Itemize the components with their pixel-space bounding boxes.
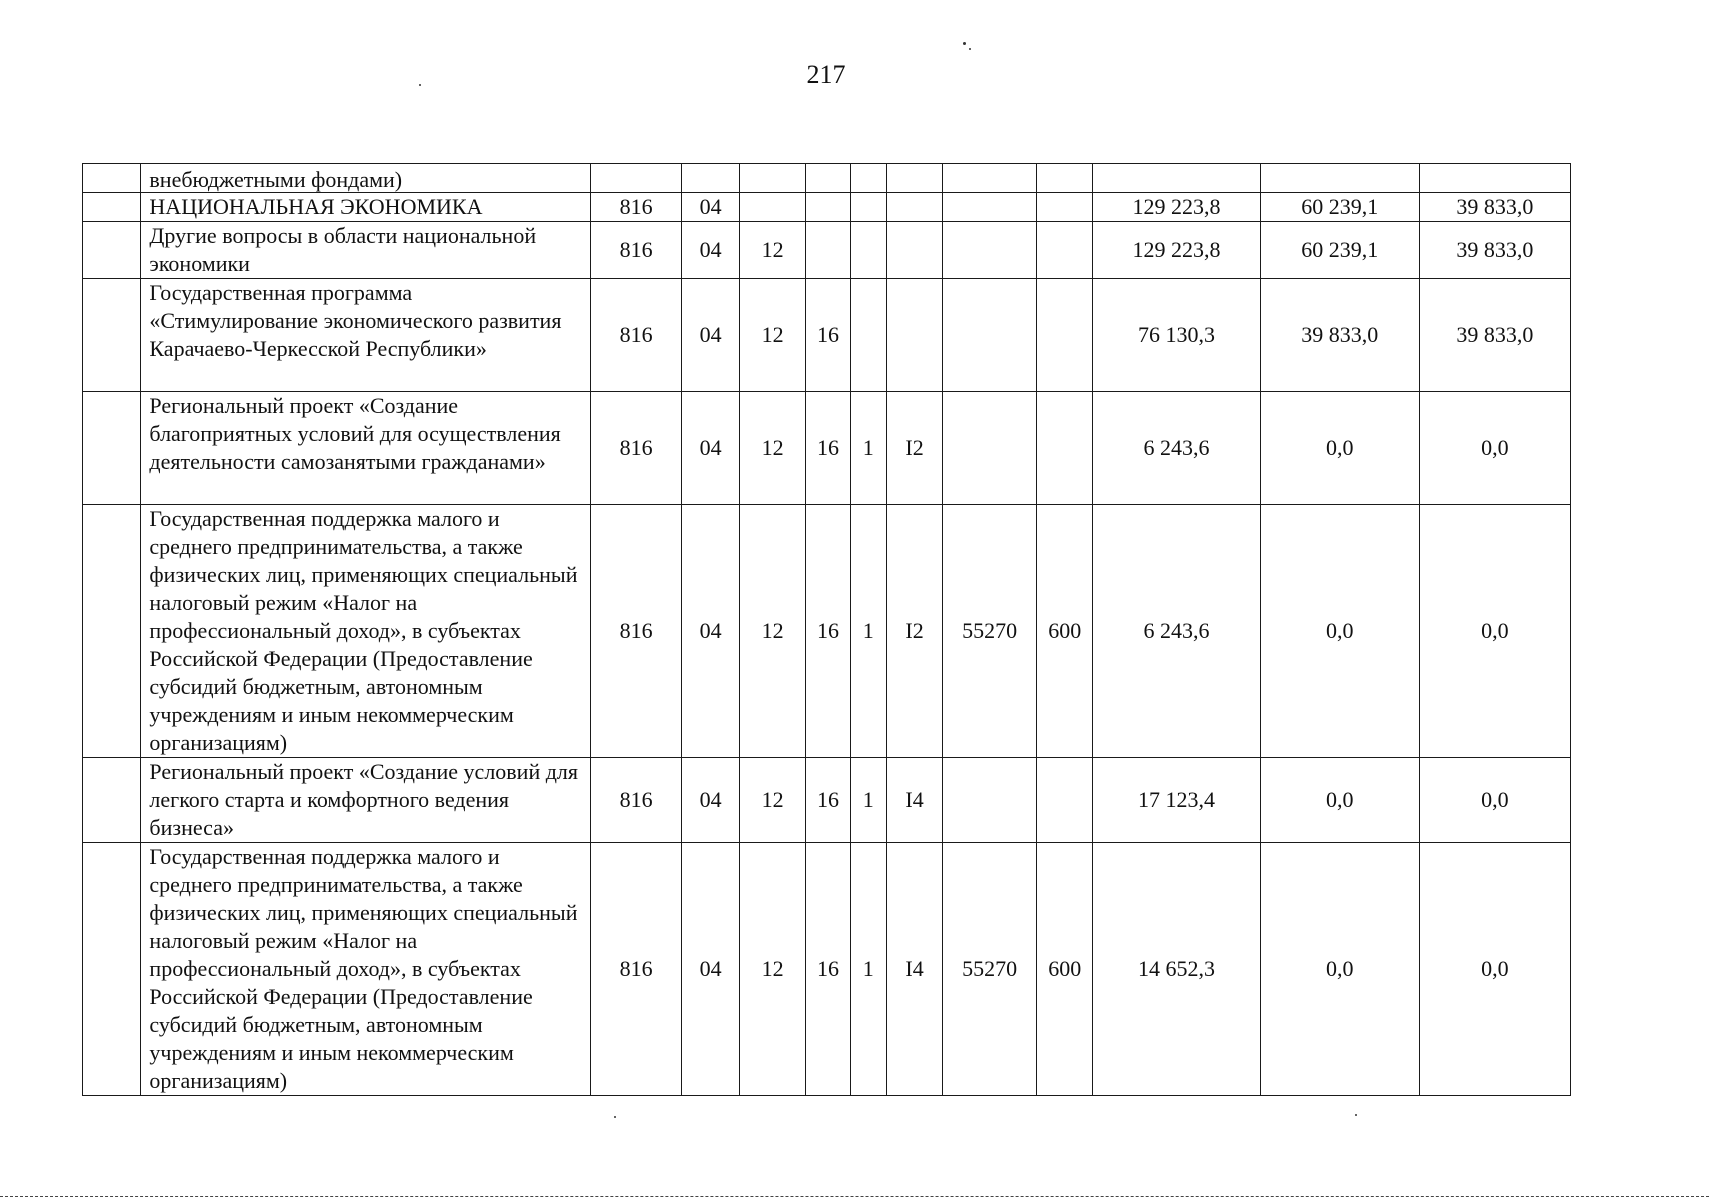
cell-sum-year3: 39 833,0 <box>1419 279 1570 392</box>
cell-sum-year3: 39 833,0 <box>1419 193 1570 222</box>
cell-project <box>886 164 942 193</box>
cell-program: 16 <box>806 758 850 843</box>
table-row <box>83 843 1571 1096</box>
cell-admin: 816 <box>590 843 682 1096</box>
cell-admin: 816 <box>590 758 682 843</box>
row-index-cell <box>83 279 141 392</box>
row-name: Государственная программа «Стимулирование экономического развития Карачаево-Черкесской Республики» <box>141 279 590 392</box>
cell-subprogram <box>850 222 886 279</box>
cell-subsection: 12 <box>739 279 805 392</box>
scan-speck <box>969 48 971 50</box>
scan-edge-line <box>0 1196 1709 1197</box>
cell-section: 04 <box>682 279 739 392</box>
cell-section: 04 <box>682 392 739 505</box>
cell-expense-type <box>1036 758 1092 843</box>
cell-subsection: 12 <box>739 392 805 505</box>
row-name: Государственная поддержка малого и среднего предпринимательства, а также физических лиц, применяющих специальный налоговый режим «Налог на профессиональный доход», в субъектах Российской Федерации (Предоставление субсидий бюджетным, автономным учреждениям и иным некоммерческим организациям) <box>141 505 590 758</box>
cell-expense-type: 600 <box>1036 505 1092 758</box>
cell-subprogram: 1 <box>850 843 886 1096</box>
cell-sum-year3: 0,0 <box>1419 758 1570 843</box>
cell-direction <box>943 164 1037 193</box>
cell-subprogram <box>850 193 886 222</box>
cell-direction <box>943 392 1037 505</box>
cell-sum-year1: 129 223,8 <box>1093 193 1260 222</box>
cell-section: 04 <box>682 758 739 843</box>
cell-sum-year3 <box>1419 164 1570 193</box>
row-index-cell <box>83 505 141 758</box>
cell-direction <box>943 279 1037 392</box>
cell-expense-type <box>1036 164 1092 193</box>
cell-direction <box>943 193 1037 222</box>
cell-sum-year1: 6 243,6 <box>1093 392 1260 505</box>
row-name: Государственная поддержка малого и среднего предпринимательства, а также физических лиц, применяющих специальный налоговый режим «Налог на профессиональный доход», в субъектах Российской Федерации (Предоставление субсидий бюджетным, автономным учреждениям и иным некоммерческим организациям) <box>141 843 590 1096</box>
cell-admin: 816 <box>590 392 682 505</box>
cell-sum-year2: 39 833,0 <box>1260 279 1419 392</box>
cell-section: 04 <box>682 222 739 279</box>
cell-direction <box>943 758 1037 843</box>
cell-direction: 55270 <box>943 843 1037 1096</box>
cell-sum-year1: 6 243,6 <box>1093 505 1260 758</box>
cell-subsection: 12 <box>739 222 805 279</box>
cell-subprogram <box>850 164 886 193</box>
scan-speck <box>419 84 421 86</box>
cell-sum-year1: 129 223,8 <box>1093 222 1260 279</box>
cell-expense-type <box>1036 392 1092 505</box>
cell-project: I4 <box>886 758 942 843</box>
cell-sum-year3: 39 833,0 <box>1419 222 1570 279</box>
cell-sum-year2: 0,0 <box>1260 392 1419 505</box>
cell-admin: 816 <box>590 222 682 279</box>
page-number: 217 <box>806 60 846 89</box>
cell-sum-year2: 60 239,1 <box>1260 193 1419 222</box>
cell-subprogram: 1 <box>850 758 886 843</box>
table-row <box>83 193 1571 222</box>
cell-admin: 816 <box>590 505 682 758</box>
cell-expense-type: 600 <box>1036 843 1092 1096</box>
table-row <box>83 758 1571 843</box>
cell-subsection: 12 <box>739 843 805 1096</box>
row-name: Другие вопросы в области национальной экономики <box>141 222 590 279</box>
table-row <box>83 392 1571 505</box>
cell-sum-year2: 0,0 <box>1260 758 1419 843</box>
row-name: внебюджетными фондами) <box>141 164 590 193</box>
cell-sum-year3: 0,0 <box>1419 505 1570 758</box>
cell-sum-year2: 0,0 <box>1260 505 1419 758</box>
cell-project <box>886 222 942 279</box>
cell-sum-year2 <box>1260 164 1419 193</box>
cell-sum-year1: 14 652,3 <box>1093 843 1260 1096</box>
cell-project: I4 <box>886 843 942 1096</box>
cell-expense-type <box>1036 279 1092 392</box>
cell-sum-year1: 17 123,4 <box>1093 758 1260 843</box>
cell-sum-year1: 76 130,3 <box>1093 279 1260 392</box>
cell-subsection <box>739 164 805 193</box>
cell-program: 16 <box>806 279 850 392</box>
cell-section: 04 <box>682 843 739 1096</box>
cell-direction: 55270 <box>943 505 1037 758</box>
cell-program <box>806 222 850 279</box>
table-row <box>83 505 1571 758</box>
budget-table <box>82 163 1571 1096</box>
cell-project: I2 <box>886 392 942 505</box>
cell-project <box>886 193 942 222</box>
cell-project <box>886 279 942 392</box>
cell-sum-year3: 0,0 <box>1419 392 1570 505</box>
cell-admin: 816 <box>590 279 682 392</box>
cell-subprogram <box>850 279 886 392</box>
row-index-cell <box>83 843 141 1096</box>
cell-sum-year3: 0,0 <box>1419 843 1570 1096</box>
cell-subsection <box>739 193 805 222</box>
scan-speck <box>614 1116 616 1118</box>
row-index-cell <box>83 222 141 279</box>
row-index-cell <box>83 164 141 193</box>
scan-speck <box>1355 1114 1357 1116</box>
table-row <box>83 222 1571 279</box>
cell-section: 04 <box>682 505 739 758</box>
scan-speck <box>963 42 966 45</box>
row-index-cell <box>83 193 141 222</box>
row-name: Региональный проект «Создание благоприятных условий для осуществления деятельности самозанятыми гражданами» <box>141 392 590 505</box>
cell-direction <box>943 222 1037 279</box>
row-index-cell <box>83 392 141 505</box>
row-name: НАЦИОНАЛЬНАЯ ЭКОНОМИКА <box>141 193 590 222</box>
cell-program: 16 <box>806 392 850 505</box>
table-row <box>83 279 1571 392</box>
cell-program <box>806 193 850 222</box>
cell-subprogram: 1 <box>850 505 886 758</box>
cell-expense-type <box>1036 222 1092 279</box>
cell-expense-type <box>1036 193 1092 222</box>
cell-sum-year1 <box>1093 164 1260 193</box>
cell-program: 16 <box>806 843 850 1096</box>
row-name: Региональный проект «Создание условий для легкого старта и комфортного ведения бизнеса» <box>141 758 590 843</box>
cell-subsection: 12 <box>739 505 805 758</box>
table-row <box>83 164 1571 193</box>
cell-project: I2 <box>886 505 942 758</box>
cell-admin <box>590 164 682 193</box>
cell-program: 16 <box>806 505 850 758</box>
cell-sum-year2: 60 239,1 <box>1260 222 1419 279</box>
cell-subsection: 12 <box>739 758 805 843</box>
cell-program <box>806 164 850 193</box>
row-index-cell <box>83 758 141 843</box>
cell-admin: 816 <box>590 193 682 222</box>
cell-section: 04 <box>682 193 739 222</box>
cell-subprogram: 1 <box>850 392 886 505</box>
cell-sum-year2: 0,0 <box>1260 843 1419 1096</box>
cell-section <box>682 164 739 193</box>
